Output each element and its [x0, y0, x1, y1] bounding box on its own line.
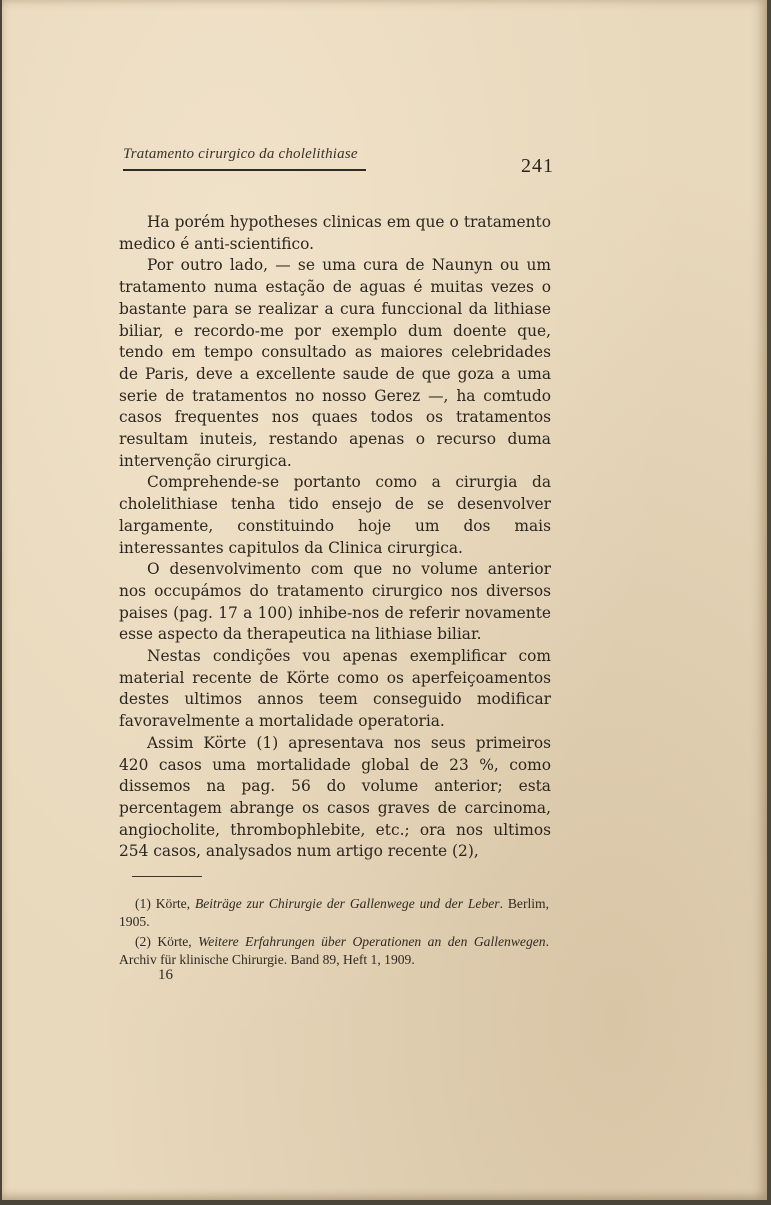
footnote [119, 895, 549, 931]
running-head: Tratamento cirurgico da cholelithiase [123, 146, 358, 162]
footnotes [119, 895, 549, 971]
footnote-rule [132, 876, 202, 877]
body-text [119, 212, 551, 863]
paragraph: Assim Körte (1) apresentava nos seus primeiros 420 casos uma mortalidade global de 23 %, como dissemos na pag. 56 do volume anterior; esta percentagem abrange os casos graves de carcinoma, angiocholite, thrombophlebite, etc.; ora nos ultimos 254 casos, analysados num artigo recente (2), [119, 733, 551, 861]
signature-mark: 16 [158, 967, 173, 983]
footnote-marker: (1) Körte, [135, 896, 195, 911]
page-number: 241 [521, 155, 554, 177]
footnote-citation: . Berlim, 1905. [119, 896, 549, 929]
footnote-citation: . Archiv für klinische Chirurgie. Band 89, Heft 1, 1909. [119, 934, 549, 967]
running-head-rule [123, 169, 366, 171]
footnote-title: Beiträge zur Chirurgie der Gallenwege und der Leber [194, 896, 500, 911]
paragraph: Nestas condições vou apenas exemplificar com material recente de Körte como os aperfeiçoamentos destes ultimos annos teem conseguido modificar favoravelmente a mortalidade operatoria. [119, 647, 551, 731]
footnote-title: Weitere Erfahrungen über Operationen an den Gallenwegen [198, 934, 546, 949]
paragraph: Ha porém hypotheses clinicas em que o tratamento medico é anti-scientifico. [119, 213, 551, 253]
paragraph: Por outro lado, — se uma cura de Naunyn ou um tratamento numa estação de aguas é muitas vezes o bastante para se realizar a cura funccional da lithiase biliar, e recordo-me por exemplo dum doente que, tendo em tempo consultado as maiores celebridades de Paris, deve a excellente saude de que goza a uma serie de tratamentos no nosso Gerez —, ha comtudo casos frequentes nos quaes todos os tratamentos resultam inuteis, restando apenas o recurso duma intervenção cirurgica. [119, 256, 551, 470]
footnote [119, 933, 549, 969]
paragraph: O desenvolvimento com que no volume anterior nos occupámos do tratamento cirurgico nos diversos paises (pag. 17 a 100) inhibe-nos de referir novamente esse aspecto da therapeutica na lithiase biliar. [119, 560, 551, 644]
book-page [2, 0, 767, 1200]
paragraph: Comprehende-se portanto como a cirurgia da cholelithiase tenha tido ensejo de se desenvolver largamente, constituindo hoje um dos mais interessantes capitulos da Clinica cirurgica. [119, 473, 551, 557]
footnote-marker: (2) Körte, [135, 934, 199, 949]
